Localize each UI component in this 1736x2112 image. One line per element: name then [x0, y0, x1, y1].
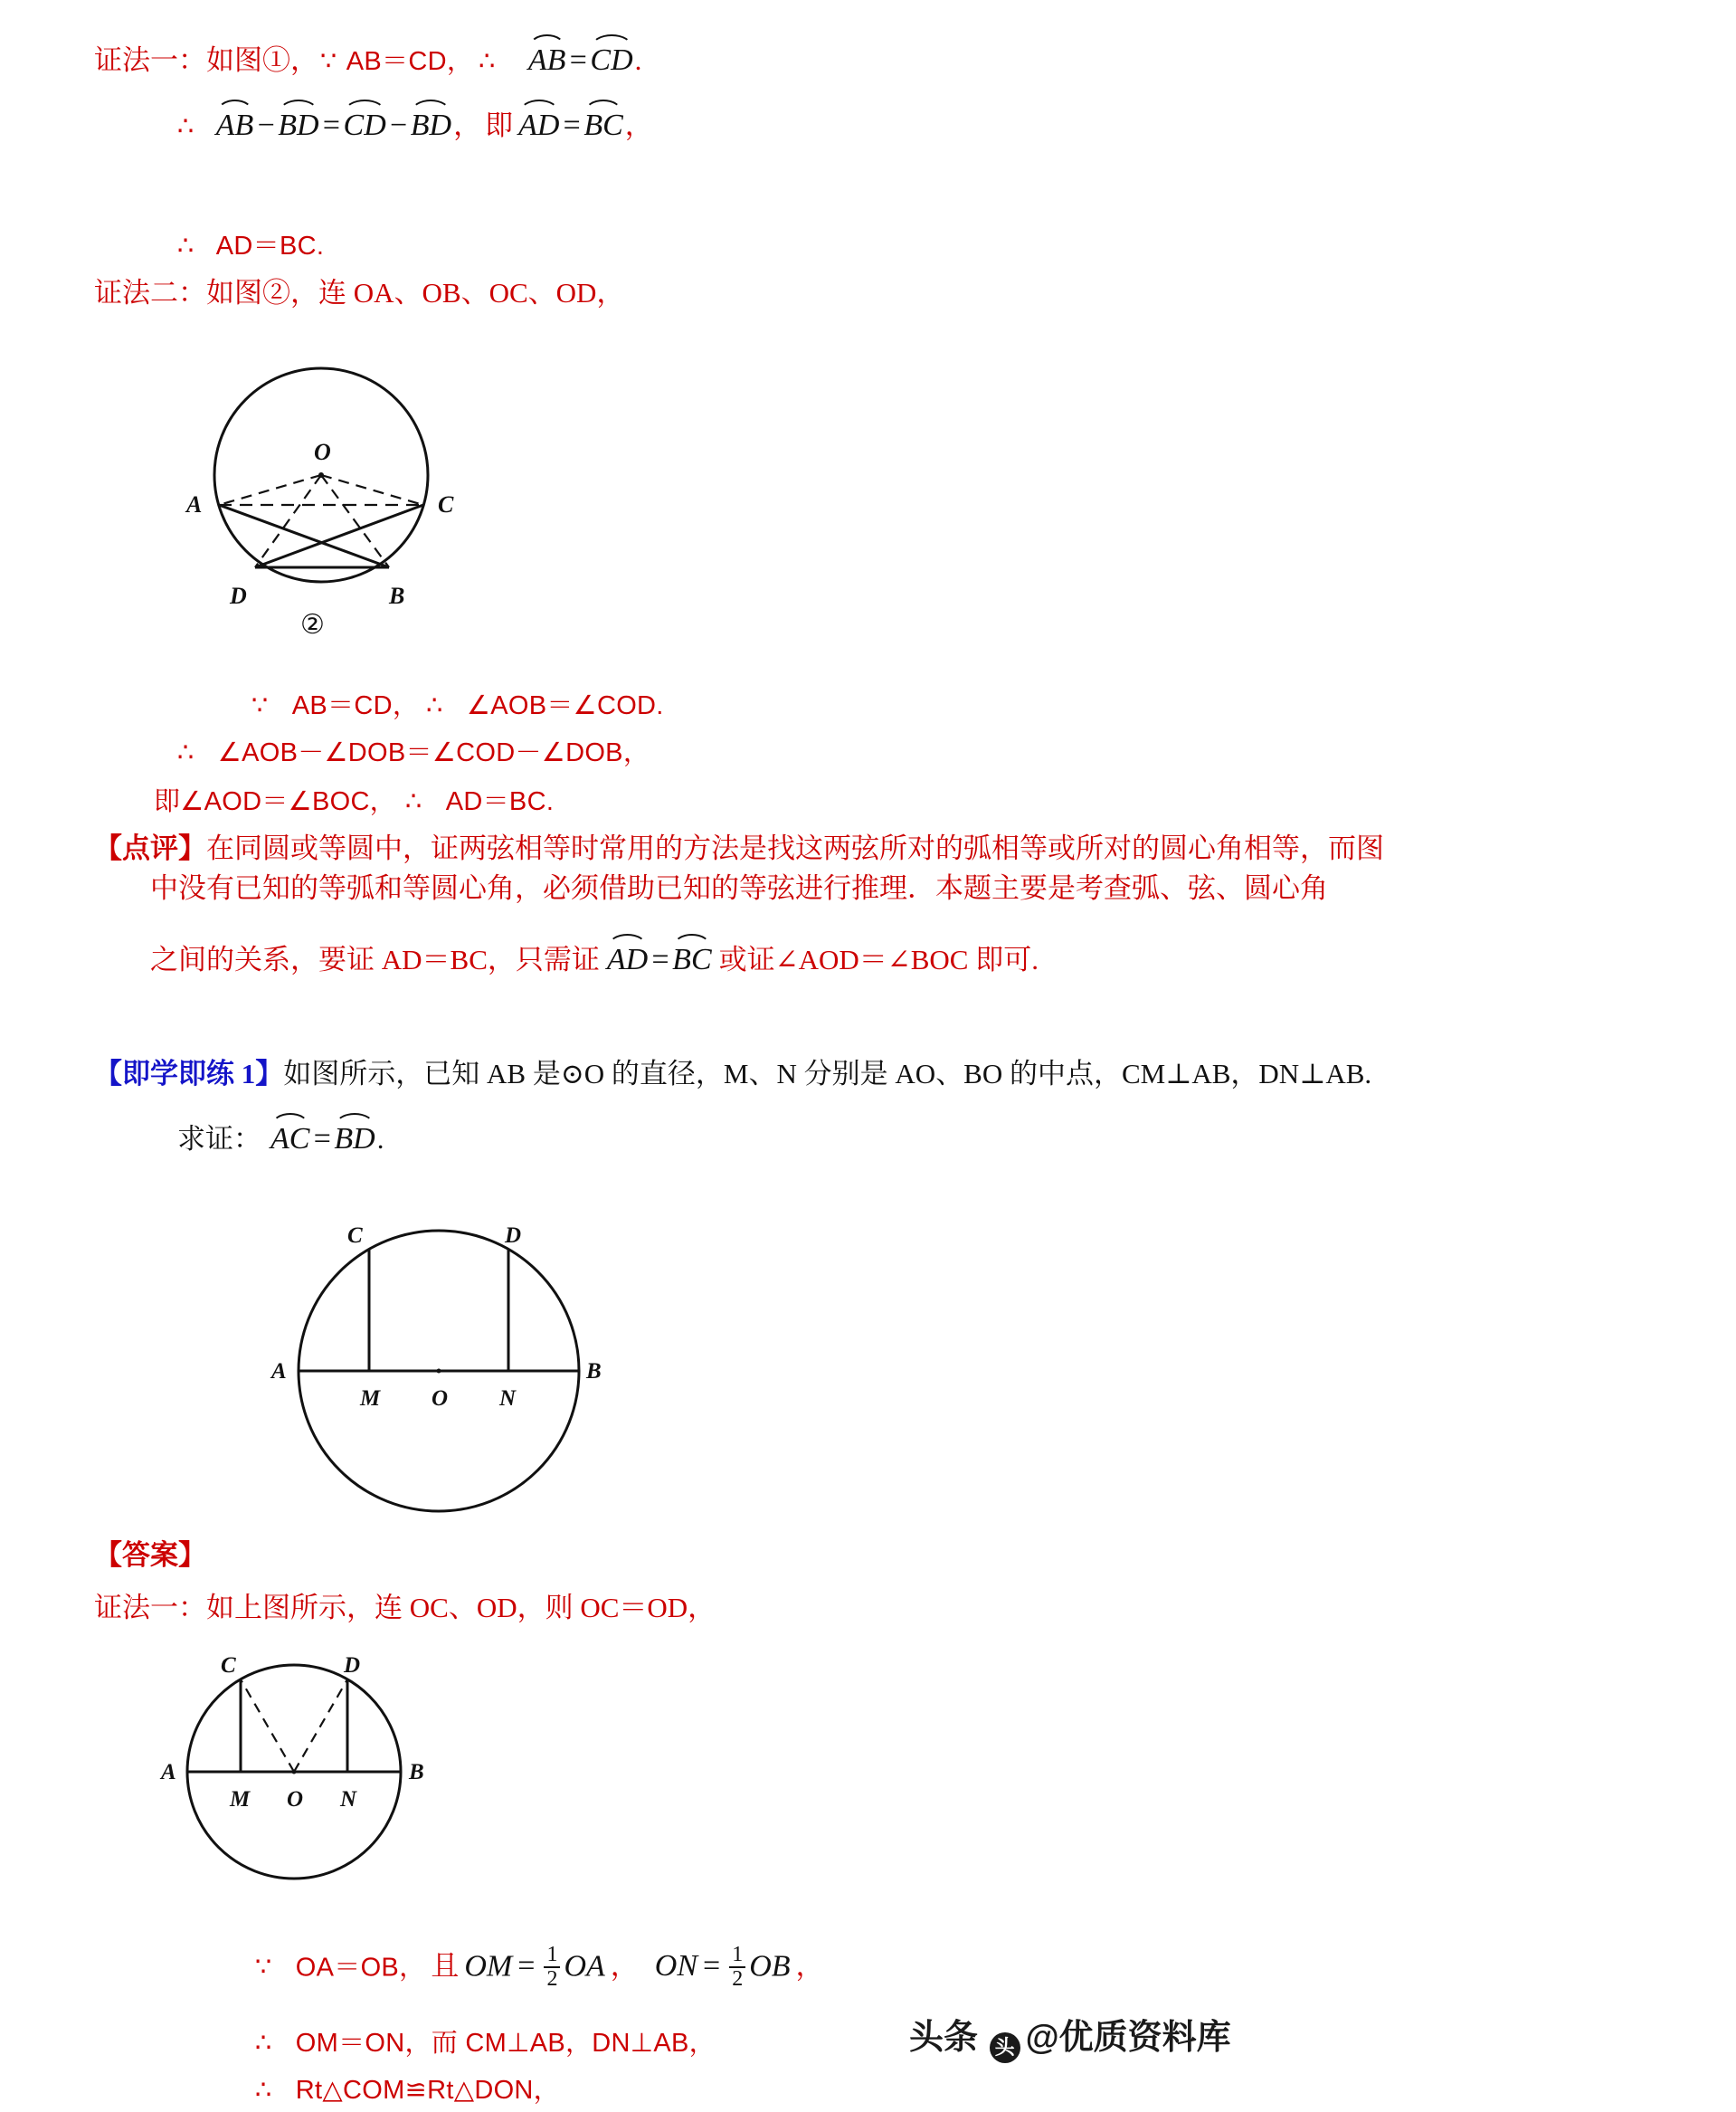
figure-2-svg	[163, 344, 507, 642]
arc-ad: AD	[518, 101, 559, 146]
arc-bow-icon	[271, 1113, 309, 1126]
exercise-period: .	[376, 1123, 384, 1155]
equals-sign: =	[517, 1949, 536, 1984]
fraction-numerator: 1	[732, 1943, 744, 1966]
therefore-symbol: ∴	[479, 47, 496, 76]
exercise-prove-label: 求证：	[177, 1123, 261, 1155]
arc-cd: CD	[590, 36, 632, 81]
figure-ans-label-O: O	[287, 1787, 304, 1812]
equals-sign: =	[561, 109, 583, 142]
answer-on: ON	[654, 1949, 698, 1984]
figure-2-label-B: B	[389, 583, 405, 609]
comment-body-3b: 或证∠AOD＝∠BOC 即可.	[718, 944, 1039, 975]
equals-sign: =	[311, 1122, 333, 1156]
comment-body-2: 中没有已知的等弧和等圆心角，必须借助已知的等弦进行推理．本题主要是考查弧、弦、圆心角	[150, 872, 1328, 904]
figure-circle-2	[163, 344, 507, 642]
proof-two-angles: ∠AOB＝∠COD.	[466, 691, 664, 720]
therefore-symbol: ∴	[404, 787, 422, 816]
proof-two-ji-aod: 即∠AOD＝∠BOC，	[154, 787, 396, 816]
figure-2-label-C: C	[438, 491, 454, 518]
fraction-denominator: 2	[729, 1966, 745, 1991]
fraction-numerator: 1	[546, 1943, 558, 1966]
minus-sign: −	[255, 109, 277, 142]
figure-2-label-D: D	[230, 583, 247, 609]
proof-two-conclusion: AD＝BC.	[445, 787, 555, 816]
equals-sign: =	[567, 43, 589, 77]
figure-ex-label-M: M	[360, 1386, 381, 1411]
answer-qie: 且	[431, 1950, 460, 1983]
figure-ans-label-A: A	[161, 1760, 176, 1784]
arc-bd: BD	[278, 101, 318, 146]
figure-ex-label-B: B	[586, 1359, 602, 1384]
answer-comma: ，	[610, 1950, 639, 1983]
exercise-stem: 如图所示，已知 AB 是⊙O 的直径，M、N 分别是 AO、BO 的中点，CM⊥AB，DN⊥AB.	[283, 1058, 1372, 1089]
watermark-brand: 头条	[909, 2019, 979, 2057]
arc-bc: BC	[672, 936, 711, 980]
answer-oa-ob: OA＝OB，	[295, 1953, 426, 1983]
arc-bow-icon	[279, 100, 318, 112]
arc-bow-icon	[216, 100, 253, 112]
proof-one-comma: ，	[624, 109, 653, 141]
figure-ex-label-N: N	[499, 1386, 517, 1411]
proof-two-ab-cd: AB＝CD，	[291, 691, 420, 720]
watermark-at: @	[1025, 2019, 1059, 2057]
figure-answer-svg	[145, 1636, 452, 1907]
arc-bd: BD	[411, 101, 451, 146]
fraction-one-half	[729, 1944, 745, 1991]
because-symbol: ∵	[320, 47, 337, 76]
arc-bow-icon	[335, 1113, 375, 1126]
proof-two-text: 如图②，连 OA、OB、OC、OD，	[206, 277, 625, 309]
proof-two-line-3	[177, 735, 650, 770]
exercise-line-1	[94, 1057, 1371, 1092]
arc-bow-icon	[519, 100, 559, 112]
proof-two-line-2	[251, 688, 664, 723]
answer-step-1	[255, 1943, 824, 1993]
proof-one-ji: 即	[485, 109, 514, 141]
answer-om-on: OM＝ON，而 CM⊥AB，DN⊥AB，	[295, 2029, 716, 2058]
answer-tag: 【答案】	[94, 1539, 206, 1571]
therefore-symbol: ∴	[177, 112, 194, 141]
arc-bow-icon	[673, 934, 711, 947]
proof-one-conclusion: AD＝BC.	[215, 232, 325, 261]
answer-proof-text: 如上图所示，连 OC、OD，则 OC＝OD，	[206, 1592, 716, 1623]
comment-body-1: 在同圆或等圆中，证两弦相等时常用的方法是找这两弦所对的弧相等或所对的圆心角相等，而图	[206, 832, 1384, 864]
therefore-symbol: ∴	[255, 2076, 272, 2105]
proof-one-label: 证法一：	[94, 44, 206, 76]
figure-exercise-circle	[253, 1199, 615, 1516]
figure-ex-label-D: D	[505, 1223, 522, 1248]
therefore-symbol: ∴	[426, 691, 443, 720]
arc-bd: BD	[334, 1115, 375, 1159]
figure-ans-label-B: B	[409, 1760, 424, 1784]
answer-om: OM	[464, 1949, 513, 1984]
watermark-name: 优质资料库	[1058, 2019, 1231, 2057]
proof-one-comma: ，	[453, 109, 482, 141]
figure-ans-label-C: C	[221, 1653, 236, 1678]
figure-exercise-svg	[253, 1199, 615, 1516]
proof-one-line-3	[177, 228, 324, 263]
figure-answer-circle	[145, 1636, 452, 1907]
proof-two-line-4	[154, 784, 554, 819]
answer-tag-line	[94, 1538, 206, 1574]
proof-one-line-2	[177, 101, 653, 146]
because-symbol: ∵	[255, 1953, 272, 1983]
figure-ans-label-D: D	[344, 1653, 361, 1678]
comment-body-3a: 之间的关系，要证 AD＝BC，只需证	[150, 944, 600, 975]
arc-ad: AD	[607, 936, 648, 980]
proof-two-label: 证法二：	[94, 277, 206, 309]
answer-step-3	[255, 2072, 560, 2107]
exercise-line-2	[177, 1115, 384, 1159]
arc-bc: BC	[583, 101, 622, 146]
equals-sign: =	[650, 943, 671, 976]
proof-one-line-1	[94, 36, 641, 81]
proof-two-subtraction: ∠AOB－∠DOB＝∠COD－∠DOB，	[217, 738, 650, 767]
comment-block	[94, 829, 1623, 869]
watermark-badge-icon: 头	[990, 2032, 1020, 2063]
answer-step-2	[255, 2025, 716, 2060]
arc-bow-icon	[411, 100, 451, 112]
proof-one-ab-cd: AB＝CD，	[346, 47, 474, 76]
figure-ex-label-O: O	[432, 1386, 449, 1411]
figure-2-label-A: A	[186, 491, 203, 518]
therefore-symbol: ∴	[255, 2029, 272, 2058]
proof-one-text-a: 如图①，	[206, 44, 318, 76]
comment-line-2	[150, 869, 1634, 909]
fraction-denominator: 2	[544, 1966, 560, 1991]
answer-proof-line	[94, 1591, 716, 1626]
exercise-tag: 【即学即练 1】	[94, 1058, 284, 1089]
answer-ob: OB	[749, 1949, 791, 1984]
equals-sign: =	[320, 109, 342, 142]
fraction-one-half	[544, 1944, 560, 1991]
watermark	[909, 2009, 1231, 2063]
answer-comma: ，	[795, 1950, 824, 1983]
arc-ab: AB	[528, 36, 566, 81]
proof-one-period: .	[634, 44, 642, 76]
figure-2-label-O: O	[314, 439, 331, 465]
comment-line-3	[150, 936, 1039, 980]
arc-bow-icon	[591, 34, 632, 47]
answer-oa: OA	[564, 1949, 605, 1984]
figure-ans-label-N: N	[340, 1787, 357, 1812]
arc-ab: AB	[216, 101, 254, 146]
figure-ans-label-M: M	[230, 1787, 251, 1812]
figure-2-caption: ②	[300, 610, 325, 640]
answer-congruence: Rt△COM≌Rt△DON，	[295, 2076, 560, 2105]
equals-sign: =	[703, 1949, 721, 1984]
figure-ex-label-C: C	[347, 1223, 363, 1248]
figure-ex-label-A: A	[271, 1359, 287, 1384]
because-symbol: ∵	[251, 691, 269, 720]
proof-two-line-1	[94, 276, 624, 311]
arc-bow-icon	[608, 934, 648, 947]
answer-proof-label: 证法一：	[94, 1592, 206, 1623]
arc-ac: AC	[270, 1115, 309, 1159]
arc-bow-icon	[528, 34, 565, 47]
arc-cd: CD	[344, 101, 386, 146]
therefore-symbol: ∴	[177, 232, 194, 261]
therefore-symbol: ∴	[177, 738, 194, 767]
arc-bow-icon	[584, 100, 622, 112]
comment-tag: 【点评】	[94, 832, 206, 864]
minus-sign: −	[387, 109, 409, 142]
arc-bow-icon	[344, 100, 385, 112]
